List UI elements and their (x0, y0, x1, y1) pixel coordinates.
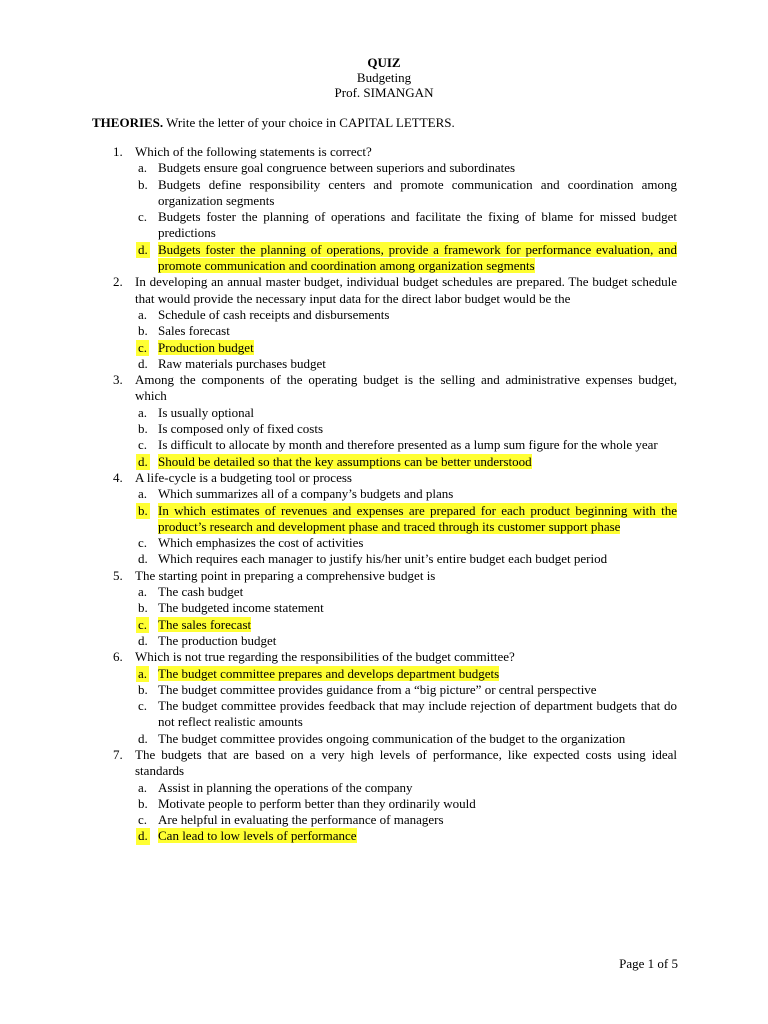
option-text: Assist in planning the operations of the company (158, 779, 413, 795)
answer-option (0, 209, 677, 242)
quiz-professor: Prof. SIMANGAN (334, 85, 434, 100)
quiz-header (0, 55, 768, 100)
question-number: 6. (113, 649, 123, 665)
option-letter: c. (138, 698, 148, 714)
answer-option (0, 421, 677, 437)
instructions-label: THEORIES. (92, 115, 164, 130)
option-text: Budgets ensure goal congruence between superiors and subordinates (158, 160, 516, 176)
question-text: A life-cycle is a budgeting tool or process (135, 469, 352, 485)
option-letter: c. (138, 616, 148, 632)
question-list (0, 144, 677, 845)
instructions (92, 115, 682, 131)
answer-option (0, 812, 677, 828)
option-letter: d. (138, 828, 148, 844)
quiz-subject: Budgeting (356, 70, 412, 85)
answer-option (0, 535, 677, 551)
question-number: 7. (113, 746, 123, 762)
option-text: Raw materials purchases budget (158, 355, 326, 371)
question-number: 5. (113, 567, 123, 583)
option-text: Which summarizes all of a company’s budgets and plans (158, 486, 454, 502)
option-letter: a. (138, 584, 148, 600)
option-text: Is difficult to allocate by month and therefore presented as a lump sum figure for the whole year (158, 437, 658, 453)
option-text: Are helpful in evaluating the performance of managers (158, 812, 444, 828)
question-text: Which of the following statements is correct? (135, 144, 372, 159)
option-letter: a. (138, 160, 148, 176)
option-text: Production budget (158, 339, 254, 355)
option-letter: c. (138, 209, 148, 225)
question-text: The budgets that are based on a very high levels of performance, like expected costs using ideal standards (135, 746, 677, 779)
option-text: Should be detailed so that the key assumptions can be better understood (158, 453, 532, 469)
option-text: Schedule of cash receipts and disbursements (158, 306, 390, 322)
answer-option (0, 177, 677, 210)
option-letter: a. (138, 665, 148, 681)
option-text: Is usually optional (158, 404, 255, 420)
option-text: The budget committee provides feedback that may include rejection of department budgets that do not reflect realistic amounts (158, 698, 677, 730)
option-letter: a. (138, 779, 148, 795)
option-text: The sales forecast (158, 616, 252, 632)
option-text: The budget committee provides guidance from a “big picture” or central perspective (158, 681, 597, 697)
answer-option-highlighted (0, 828, 677, 844)
answer-option-highlighted (0, 666, 677, 682)
option-text: Budgets foster the planning of operations, provide a framework for performance evaluation, and promote communication and coordination among organization segments (158, 241, 677, 274)
option-letter: a. (138, 486, 148, 502)
option-letter: d. (138, 632, 148, 648)
instructions-text: Write the letter of your choice in CAPITAL LETTERS. (163, 115, 455, 130)
option-text: The budget committee prepares and develops department budgets (158, 665, 500, 681)
option-letter: d. (138, 730, 148, 746)
answer-option (0, 486, 677, 502)
question-item (0, 568, 677, 584)
answer-option (0, 307, 677, 323)
option-letter: b. (138, 176, 148, 192)
answer-option-highlighted (0, 340, 677, 356)
answer-option (0, 731, 677, 747)
question-text: The starting point in preparing a comprehensive budget is (135, 567, 436, 583)
option-letter: d. (138, 453, 148, 469)
option-text: Is composed only of fixed costs (158, 421, 324, 437)
question-number: 3. (113, 372, 123, 388)
option-letter: c. (138, 339, 148, 355)
option-letter: c. (138, 812, 148, 828)
option-text: Motivate people to perform better than they ordinarily would (158, 795, 476, 811)
option-text: Can lead to low levels of performance (158, 828, 357, 844)
option-letter: d. (138, 241, 148, 257)
answer-option (0, 551, 677, 567)
answer-option (0, 633, 677, 649)
answer-option (0, 796, 677, 812)
answer-option (0, 323, 677, 339)
option-letter: d. (138, 355, 148, 371)
option-text: The cash budget (158, 584, 244, 600)
option-letter: c. (138, 535, 148, 551)
answer-option (0, 405, 677, 421)
question-text: Which is not true regarding the responsibilities of the budget committee? (135, 649, 515, 665)
answer-option-highlighted (0, 617, 677, 633)
question-item (0, 470, 677, 486)
answer-option (0, 698, 677, 731)
option-letter: d. (138, 551, 148, 567)
question-text: Among the components of the operating budget is the selling and administrative expenses budget, which (135, 372, 677, 404)
answer-option (0, 160, 677, 176)
option-letter: a. (138, 306, 148, 322)
answer-option-highlighted (0, 503, 677, 536)
answer-option (0, 600, 677, 616)
option-text: Which requires each manager to justify his/her unit’s entire budget each budget period (158, 551, 608, 567)
question-item (0, 747, 677, 780)
question-number: 2. (113, 274, 123, 290)
option-letter: a. (138, 404, 148, 420)
answer-option-highlighted (0, 242, 677, 275)
option-text: The budget committee provides ongoing communication of the budget to the organization (158, 730, 626, 746)
option-letter: c. (138, 437, 148, 453)
question-item (0, 649, 677, 665)
option-text: Budgets foster the planning of operations and facilitate the fixing of blame for missed budget predictions (158, 209, 677, 241)
answer-option-highlighted (0, 454, 677, 470)
question-item (0, 144, 677, 160)
option-text: In which estimates of revenues and expenses are prepared for each product beginning with the product’s research and development phase and traced through its customer support phase (158, 502, 677, 534)
option-letter: b. (138, 323, 148, 339)
answer-option (0, 356, 677, 372)
answer-option (0, 682, 677, 698)
answer-option (0, 780, 677, 796)
answer-option (0, 437, 677, 453)
page-number: Page 1 of 5 (619, 956, 678, 971)
question-item (0, 372, 677, 405)
question-item (0, 274, 677, 307)
option-letter: b. (138, 421, 148, 437)
option-text: Which emphasizes the cost of activities (158, 535, 364, 551)
answer-option (0, 584, 677, 600)
question-text: In developing an annual master budget, individual budget schedules are prepared. The budget schedule that would provide the necessary input data for the direct labor budget would be the (135, 274, 677, 306)
option-letter: b. (138, 681, 148, 697)
question-number: 1. (113, 144, 123, 159)
option-text: The budgeted income statement (158, 600, 324, 616)
question-number: 4. (113, 469, 123, 485)
option-text: Budgets define responsibility centers and promote communication and coordination among organization segments (158, 176, 677, 208)
option-letter: b. (138, 502, 148, 518)
option-letter: b. (138, 795, 148, 811)
option-letter: b. (138, 600, 148, 616)
quiz-title: QUIZ (367, 55, 401, 70)
option-text: The production budget (158, 632, 277, 648)
option-text: Sales forecast (158, 323, 230, 339)
